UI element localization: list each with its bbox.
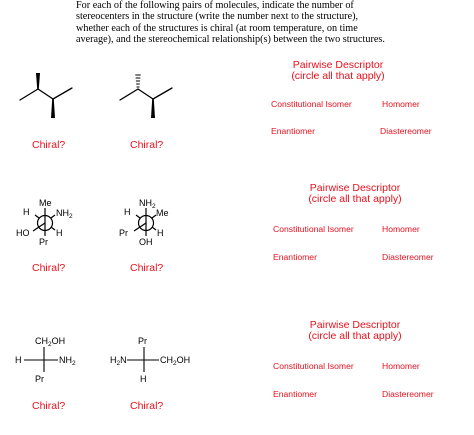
option-enantiomer[interactable]: Enantiomer <box>271 126 315 136</box>
option-constitutional-isomer[interactable]: Constitutional Isomer <box>273 224 354 234</box>
option-homomer[interactable]: Homomer <box>382 224 420 234</box>
instruction-line: average), and the stereochemical relationship(s) between the two structures. <box>76 34 385 46</box>
substituent-label: Pr <box>119 228 128 238</box>
substituent-label: Me <box>39 198 52 208</box>
substituent-label: Me <box>156 208 169 218</box>
substituent-label: $NH_2$ <box>56 208 73 220</box>
substituent-label: H <box>157 228 164 238</box>
option-diastereomer[interactable]: Diastereomer <box>380 126 432 136</box>
substituent-label: $H_2N$ <box>110 355 127 367</box>
substituent-label: H <box>23 207 30 217</box>
chiral-prompt: Chiral? <box>32 262 66 274</box>
chiral-prompt: Chiral? <box>32 139 66 151</box>
substituent-label: HO <box>16 228 30 238</box>
descriptor-subtitle: (circle all that apply) <box>308 330 402 342</box>
descriptor-subtitle: (circle all that apply) <box>308 193 402 205</box>
substituent-label: Pr <box>35 374 44 384</box>
descriptor-title: Pairwise Descriptor <box>309 182 401 194</box>
option-diastereomer[interactable]: Diastereomer <box>382 252 434 262</box>
substituent-label: OH <box>139 237 153 247</box>
option-diastereomer[interactable]: Diastereomer <box>382 389 434 399</box>
chiral-prompt: Chiral? <box>32 400 66 412</box>
option-constitutional-isomer[interactable]: Constitutional Isomer <box>271 99 352 109</box>
substituent-label: Pr <box>138 336 147 346</box>
substituent-label: $CH_2OH$ <box>35 336 66 348</box>
chiral-prompt: Chiral? <box>130 262 164 274</box>
substituent-label: $CH_2OH$ <box>160 355 191 367</box>
option-constitutional-isomer[interactable]: Constitutional Isomer <box>273 361 354 371</box>
substituent-label: Pr <box>39 237 48 247</box>
substituent-label: H <box>124 207 131 217</box>
substituent-label: H <box>56 228 63 238</box>
descriptor-title: Pairwise Descriptor <box>309 319 401 331</box>
option-enantiomer[interactable]: Enantiomer <box>273 389 317 399</box>
option-homomer[interactable]: Homomer <box>382 99 420 109</box>
substituent-label: H <box>15 355 22 365</box>
substituent-label: $NH_2$ <box>59 355 76 367</box>
descriptor-title: Pairwise Descriptor <box>292 59 384 71</box>
chiral-prompt: Chiral? <box>130 139 164 151</box>
instruction-line: stereocenters in the structure (write the number next to the structure), <box>76 11 359 23</box>
substituent-label: H <box>140 374 147 384</box>
option-homomer[interactable]: Homomer <box>382 361 420 371</box>
instruction-line: whether each of the structures is chiral (at room temperature, on time <box>76 22 358 34</box>
instruction-line: For each of the following pairs of molecules, indicate the number of <box>76 0 354 11</box>
option-enantiomer[interactable]: Enantiomer <box>273 252 317 262</box>
chiral-prompt: Chiral? <box>130 400 164 412</box>
descriptor-subtitle: (circle all that apply) <box>291 70 385 82</box>
substituent-label: $NH_2$ <box>139 198 156 210</box>
